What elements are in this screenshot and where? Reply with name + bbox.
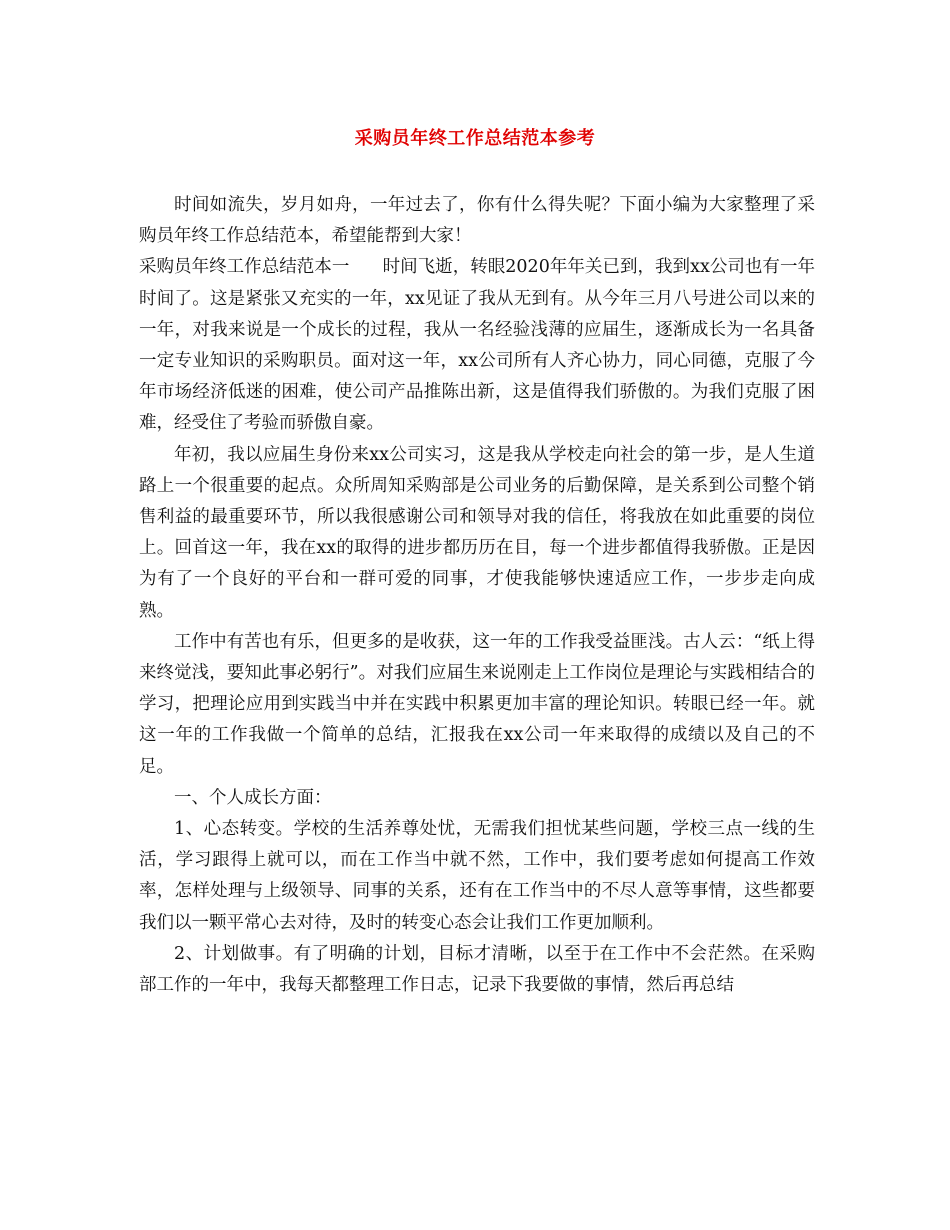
list-item-planning: 2、计划做事。有了明确的计划，目标才清晰，以至于在工作中不会茫然。在采购部工作的一年中，我每天都整理工作日志，记录下我要做的事情，然后再总结 [139,943,815,996]
document-body [139,190,815,1001]
sample-heading: 采购员年终工作总结范本一 [139,257,350,278]
sample-first-text: 时间飞逝，转眼2020年年关已到，我到xx公司也有一年时间了。这是紧张又充实的一年，xx见证了我从无到有。从今年三月八号进公司以来的一年，对我来说是一个成长的过程，我从一名经验浅薄的应届生，逐渐成长为一名具备一定专业知识的采购职员。面对这一年，xx公司所有人齐心协力，同心同德，克服了今年市场经济低迷的困难，使公司产品推陈出新，这是值得我们骄傲的。为我们克服了困难，经受住了考验而骄傲自豪。 [139,257,815,434]
section-heading-personal-growth: 一、个人成长方面： [174,787,332,808]
sample-paragraph [139,252,815,439]
paragraph-start-of-year: 年初，我以应届生身份来xx公司实习，这是我从学校走向社会的第一步，是人生道路上一个很重要的起点。众所周知采购部是公司业务的后勤保障，是关系到公司整个销售利益的最重要环节，所以我很感谢公司和领导对我的信任，将我放在如此重要的岗位上。回首这一年，我在xx的取得的进步都历历在目，每一个进步都值得我骄傲。正是因为有了一个良好的平台和一群可爱的同事，才使我能够快速适应工作，一步步走向成熟。 [139,444,815,621]
intro-paragraph: 时间如流失，岁月如舟，一年过去了，你有什么得失呢？下面小编为大家整理了采购员年终工作总结范本，希望能帮到大家！ [139,195,815,247]
document-title: 采购员年终工作总结范本参考 [354,128,596,149]
list-item-mindset: 1、心态转变。学校的生活养尊处忧，无需我们担忧某些问题，学校三点一线的生活，学习跟得上就可以，而在工作当中就不然，工作中，我们要考虑如何提高工作效率，怎样处理与上级领导、同事的关系，还有在工作当中的不尽人意等事情，这些都要我们以一颗平常心去对待，及时的转变心态会让我们工作更加顺利。 [139,819,815,933]
paragraph-work-gains: 工作中有苦也有乐，但更多的是收获，这一年的工作我受益匪浅。古人云：“纸上得来终觉浅，要知此事必躬行”。对我们应届生来说刚走上工作岗位是理论与实践相结合的学习，把理论应用到实践当中并在实践中积累更加丰富的理论知识。转眼已经一年。就这一年的工作我做一个简单的总结，汇报我在xx公司一年来取得的成绩以及自己的不足。 [139,631,815,777]
